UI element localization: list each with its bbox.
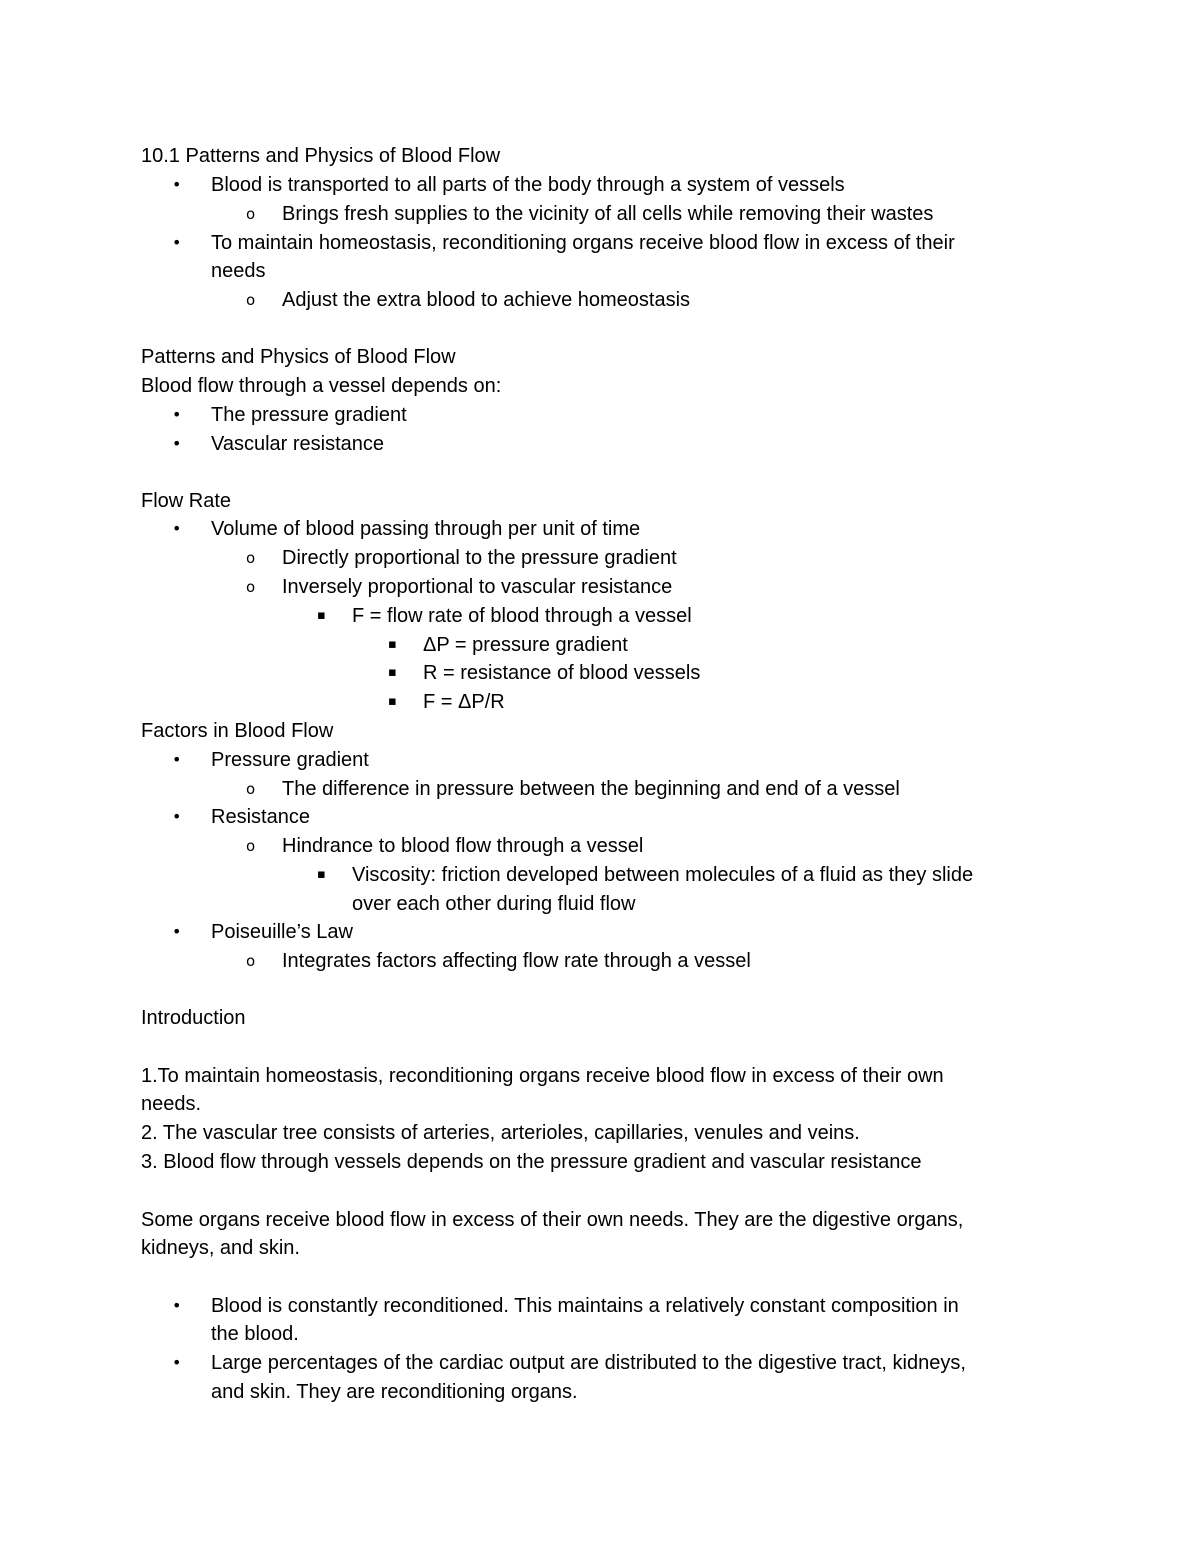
circle-marker: o bbox=[246, 952, 256, 970]
circle-marker: o bbox=[246, 291, 256, 309]
list-item-text: Inversely proportional to vascular resistance bbox=[282, 576, 673, 598]
heading-text: Factors in Blood Flow bbox=[141, 720, 334, 742]
list-item-text: Viscosity: friction developed between molecules of a fluid as they slide bbox=[352, 864, 974, 886]
paragraph-text: Some organs receive blood flow in excess of their own needs. They are the digestive organs, bbox=[141, 1209, 964, 1231]
paragraph-text: 2. The vascular tree consists of arteries, arterioles, capillaries, venules and veins. bbox=[141, 1122, 860, 1144]
list-item-text: To maintain homeostasis, reconditioning organs receive blood flow in excess of their bbox=[211, 232, 955, 254]
paragraph-text: 1.To maintain homeostasis, reconditioning organs receive blood flow in excess of their own bbox=[141, 1065, 944, 1087]
paragraph-text: kidneys, and skin. bbox=[141, 1237, 300, 1259]
list-item-text: over each other during fluid flow bbox=[352, 893, 636, 915]
paragraph-text: 3. Blood flow through vessels depends on the pressure gradient and vascular resistance bbox=[141, 1151, 922, 1173]
bullet-marker: • bbox=[172, 405, 182, 424]
list-item-text: Poiseuille’s Law bbox=[211, 921, 353, 943]
bullet-marker: • bbox=[172, 434, 182, 453]
circle-marker: o bbox=[246, 205, 256, 223]
bullet-marker: • bbox=[172, 750, 182, 769]
list-item-text: R = resistance of blood vessels bbox=[423, 662, 701, 684]
bullet-marker: • bbox=[172, 807, 182, 826]
list-item-text: Hindrance to blood flow through a vessel bbox=[282, 835, 644, 857]
list-item-text: Brings fresh supplies to the vicinity of all cells while removing their wastes bbox=[282, 203, 934, 225]
bullet-marker: • bbox=[172, 519, 182, 538]
circle-marker: o bbox=[246, 780, 256, 798]
list-item-text: Large percentages of the cardiac output are distributed to the digestive tract, kidneys, bbox=[211, 1352, 966, 1374]
heading-text: Patterns and Physics of Blood Flow bbox=[141, 346, 456, 368]
list-item-text: Pressure gradient bbox=[211, 749, 369, 771]
bullet-marker: • bbox=[172, 1353, 182, 1372]
list-item-text: Blood is constantly reconditioned. This maintains a relatively constant composition in bbox=[211, 1295, 959, 1317]
list-item-text: The difference in pressure between the beginning and end of a vessel bbox=[282, 778, 900, 800]
square-marker: ▪ bbox=[388, 637, 397, 652]
list-item-text: Blood is transported to all parts of the body through a system of vessels bbox=[211, 174, 845, 196]
circle-marker: o bbox=[246, 578, 256, 596]
bullet-marker: • bbox=[172, 922, 182, 941]
list-item-text: Adjust the extra blood to achieve homeostasis bbox=[282, 289, 691, 311]
bullet-marker: • bbox=[172, 1296, 182, 1315]
heading-text: Flow Rate bbox=[141, 490, 232, 512]
list-item-text: Resistance bbox=[211, 806, 310, 828]
square-marker: ▪ bbox=[317, 867, 326, 882]
list-item-text: ΔP = pressure gradient bbox=[423, 634, 628, 656]
heading-text: Introduction bbox=[141, 1007, 246, 1029]
paragraph-text: needs. bbox=[141, 1093, 202, 1115]
list-item-text: the blood. bbox=[211, 1323, 299, 1345]
list-item-text: F = ΔP/R bbox=[423, 691, 505, 713]
list-item-text: and skin. They are reconditioning organs. bbox=[211, 1381, 578, 1403]
list-item-text: Integrates factors affecting flow rate through a vessel bbox=[282, 950, 751, 972]
list-item-text: needs bbox=[211, 260, 266, 282]
list-item-text: Vascular resistance bbox=[211, 433, 385, 455]
heading-text: 10.1 Patterns and Physics of Blood Flow bbox=[141, 145, 501, 167]
bullet-marker: • bbox=[172, 175, 182, 194]
paragraph-text: Blood flow through a vessel depends on: bbox=[141, 375, 502, 397]
square-marker: ▪ bbox=[388, 665, 397, 680]
circle-marker: o bbox=[246, 549, 256, 567]
bullet-marker: • bbox=[172, 233, 182, 252]
list-item-text: Directly proportional to the pressure gradient bbox=[282, 547, 677, 569]
square-marker: ▪ bbox=[388, 694, 397, 709]
square-marker: ▪ bbox=[317, 608, 326, 623]
list-item-text: The pressure gradient bbox=[211, 404, 407, 426]
list-item-text: F = flow rate of blood through a vessel bbox=[352, 605, 692, 627]
circle-marker: o bbox=[246, 837, 256, 855]
list-item-text: Volume of blood passing through per unit of time bbox=[211, 518, 641, 540]
